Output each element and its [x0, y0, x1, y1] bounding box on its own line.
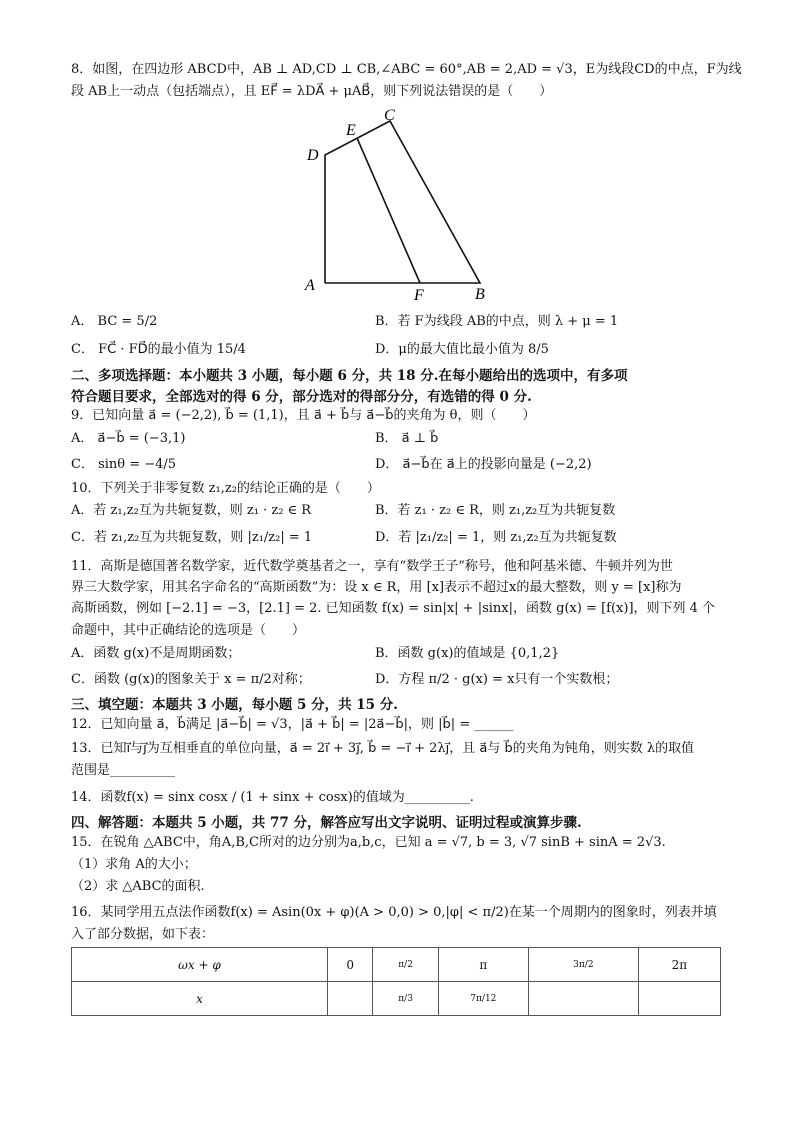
table-cell	[327, 982, 373, 1016]
q8-option-d: D．μ的最大值比最小值为 8/5	[375, 342, 549, 357]
table-cell: π	[438, 948, 528, 982]
table-cell: ωx + φ	[72, 948, 328, 982]
q8-option-a: A． BC = 5/2	[71, 314, 158, 329]
q14-stem: 14．函数f(x) = sinx cosx / (1 + sinx + cosx)的值域为__________.	[71, 790, 474, 805]
q9-option-a: A． a⃗−b⃗ = (−3,1)	[71, 431, 186, 446]
q11-option-c: C．函数 (g(x)的图象关于 x = π/2对称；	[71, 672, 311, 687]
table-cell: 0	[327, 948, 373, 982]
q15-part1: （1）求角 A的大小；	[71, 857, 197, 872]
table-cell: π/3	[373, 982, 438, 1016]
q9-option-b: B． a⃗ ⊥ b⃗	[375, 431, 439, 446]
q9-stem: 9．已知向量 a⃗ = (−2,2), b⃗ = (1,1)，且 a⃗ + b⃗与 a⃗−b⃗的夹角为 θ，则（ ）	[71, 408, 536, 423]
section3-heading: 三、填空题：本题共 3 小题，每小题 5 分，共 15 分.	[71, 697, 398, 713]
q9-option-c: C． sinθ = −4/5	[71, 457, 177, 472]
q11-stem-line1: 11．高斯是德国著名数学家，近代数学奠基者之一，享有“数学王子”称号，他和阿基米德、牛顿并列为世	[71, 559, 673, 574]
q10-stem: 10．下列关于非零复数 z₁,z₂的结论正确的是（ ）	[71, 481, 380, 496]
table-cell: 2π	[638, 948, 720, 982]
label-F: F	[414, 287, 424, 304]
label-A: A	[305, 277, 315, 294]
table-cell: 7π/12	[438, 982, 528, 1016]
q8-stem-line2: 段 AB上一动点（包括端点），且 EF⃗ = λDA⃗ + μAB⃗，则下列说法错误的是（ ）	[71, 84, 553, 99]
q15-stem: 15．在锐角 △ABC中，角A,B,C所对的边分别为a,b,c，已知 a = √7, b = 3, √7 sinB + sinA = 2√3.	[71, 835, 666, 850]
label-D: D	[307, 147, 319, 164]
q16-stem-line1: 16．某同学用五点法作函数f(x) = Asin(0x + φ)(A > 0,0) > 0,|φ| < π/2)在某一个周期内的图象时，列表并填	[71, 905, 717, 920]
q15-part2: （2）求 △ABC的面积.	[71, 879, 205, 894]
q16-stem-line2: 入了部分数据，如下表：	[71, 927, 215, 942]
q10-option-d: D．若 |z₁/z₂| = 1，则 z₁,z₂互为共轭复数	[375, 530, 617, 545]
q11-stem-line4: 命题中，其中正确结论的选项是（ ）	[71, 623, 306, 638]
q13-stem-line2: 范围是__________	[71, 763, 176, 778]
q11-option-b: B．函数 g(x)的值域是 {0,1,2}	[375, 646, 560, 661]
five-point-table	[71, 947, 721, 1016]
label-B: B	[475, 286, 485, 303]
section4-heading: 四、解答题：本题共 5 小题，共 77 分，解答应写出文字说明、证明过程或演算步骤.	[71, 815, 582, 831]
section2-heading-line1: 二、多项选择题：本小题共 3 小题，每小题 6 分，共 18 分.在每小题给出的选项中，有多项	[71, 368, 628, 384]
q10-option-c: C．若 z₁,z₂互为共轭复数，则 |z₁/z₂| = 1	[71, 530, 313, 545]
q9-option-d: D． a⃗−b⃗在 a⃗上的投影向量是 (−2,2)	[375, 457, 592, 472]
q8-quadrilateral-figure	[295, 100, 505, 305]
table-cell	[638, 982, 720, 1016]
table-cell: π/2	[373, 948, 438, 982]
q8-option-b: B．若 F为线段 AB的中点，则 λ + μ = 1	[375, 314, 619, 329]
q8-stem-line1: 8．如图，在四边形 ABCD中，AB ⊥ AD,CD ⊥ CB,∠ABC = 60°,AB = 2,AD = √3，E为线段CD的中点，F为线	[71, 62, 742, 77]
q8-option-c: C． FC⃗ · FD⃗的最小值为 15/4	[71, 342, 246, 357]
q11-option-d: D．方程 π/2 · g(x) = x只有一个实数根；	[375, 672, 619, 687]
q11-option-a: A．函数 g(x)不是周期函数；	[71, 646, 241, 661]
table-row	[72, 948, 721, 982]
table-cell: x	[72, 982, 328, 1016]
q11-stem-line2: 界三大数学家，用其名字命名的“高斯函数”为：设 x ∈ R，用 [x]表示不超过x的最大整数，则 y = [x]称为	[71, 580, 682, 595]
q11-stem-line3: 高斯函数，例如 [−2.1] = −3，[2.1] = 2. 已知函数 f(x) = sin|x| + |sinx|，函数 g(x) = [f(x)]，则下列 4 个	[71, 601, 716, 616]
label-C: C	[384, 107, 395, 124]
q12-stem: 12．已知向量 a⃗，b⃗满足 |a⃗−b⃗| = √3，|a⃗ + b⃗| = |2a⃗−b⃗|，则 |b⃗| = ______	[71, 717, 514, 732]
q10-option-b: B．若 z₁ · z₂ ∈ R，则 z₁,z₂互为共轭复数	[375, 503, 616, 518]
table-row	[72, 982, 721, 1016]
section2-heading-line2: 符合题目要求，全部选对的得 6 分，部分选对的得部分分，有选错的得 0 分.	[71, 389, 532, 405]
table-cell	[528, 982, 638, 1016]
q13-stem-line1: 13．已知i⃗与j⃗为互相垂直的单位向量，a⃗ = 2i⃗ + 3j⃗, b⃗ = −i⃗ + 2λj⃗，且 a⃗与 b⃗的夹角为钝角，则实数 λ的取值	[71, 741, 695, 756]
table-cell: 3π/2	[528, 948, 638, 982]
label-E: E	[346, 122, 356, 139]
q10-option-a: A．若 z₁,z₂互为共轭复数，则 z₁ · z₂ ∈ R	[71, 503, 312, 518]
